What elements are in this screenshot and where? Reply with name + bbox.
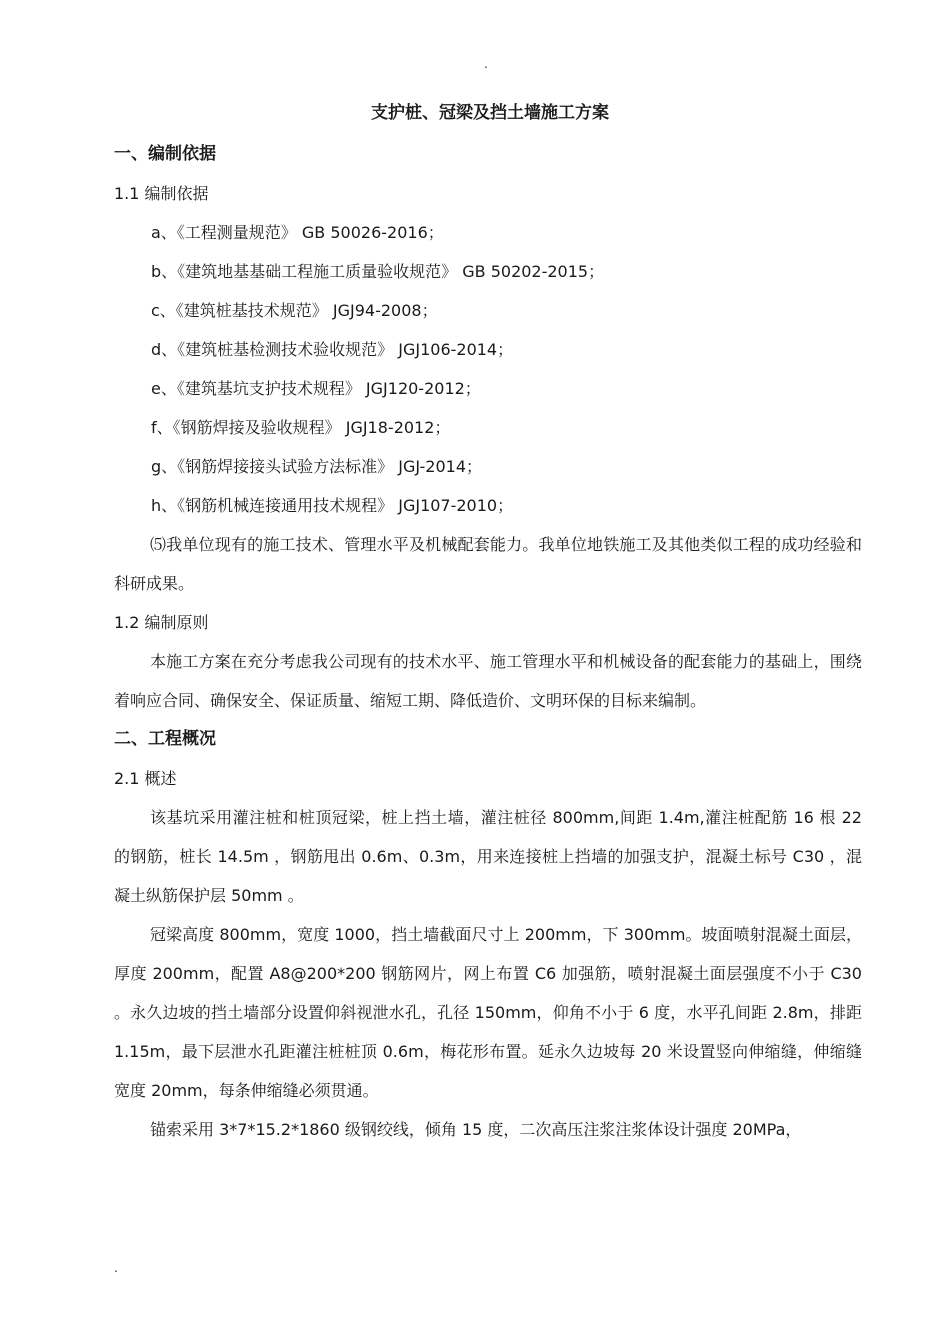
- reference-item: h、《钢筋机械连接通用技术规程》 JGJ107-2010；: [151, 496, 514, 515]
- reference-item: b、《建筑地基基础工程施工质量验收规范》 GB 50202-2015；: [151, 262, 605, 281]
- reference-item: g、《钢筋焊接接头试验方法标准》 JGJ-2014；: [151, 457, 483, 476]
- section-heading-overview: 二、工程概况: [114, 729, 216, 749]
- header-mark: .: [484, 57, 488, 71]
- footer-mark: .: [114, 1261, 118, 1275]
- overview-paragraph-beam-wall: 冠梁高度 800mm，宽度 1000，挡土墙截面尺寸上 200mm，下 300mm。坡面喷射混凝土面层，厚度 200mm，配置 A8@200*200 钢筋网片，网上布置 C6 加强筋，喷射混凝土面层强度不小于 C30 。永久边坡的挡土墙部分设置仰斜视泄水孔，孔径 150mm，仰角不小于 6 度，水平孔间距 2.8m，排距 1.15m，最下层泄水孔距灌注桩桩顶 0.6m，梅花形布置。延永久边坡每 20 米设置竖向伸缩缝，伸缩缝宽度 20mm，每条伸缩缝必须贯通。: [114, 925, 862, 1100]
- reference-list: [114, 213, 862, 525]
- section-heading-basis: 一、编制依据: [114, 144, 216, 164]
- reference-item: f、《钢筋焊接及验收规程》 JGJ18-2012；: [151, 418, 451, 437]
- principles-paragraph: 本施工方案在充分考虑我公司现有的技术水平、施工管理水平和机械设备的配套能力的基础上，围绕着响应合同、确保安全、保证质量、缩短工期、降低造价、文明环保的目标来编制。: [114, 652, 862, 710]
- capability-note: ⑸我单位现有的施工技术、管理水平及机械配套能力。我单位地铁施工及其他类似工程的成功经验和科研成果。: [114, 535, 862, 593]
- document-page: [114, 96, 862, 1149]
- subsection-heading-basis: 1.1 编制依据: [114, 184, 209, 203]
- reference-item: c、《建筑桩基技术规范》 JGJ94-2008；: [151, 301, 438, 320]
- reference-item: d、《建筑桩基检测技术验收规范》 JGJ106-2014；: [151, 340, 514, 359]
- overview-paragraph-anchors: 锚索采用 3*7*15.2*1860 级钢绞线，倾角 15 度，二次高压注浆注浆体设计强度 20MPa，: [150, 1120, 802, 1139]
- subsection-heading-principles: 1.2 编制原则: [114, 613, 209, 632]
- overview-paragraph-piles: 该基坑采用灌注桩和桩顶冠梁，桩上挡土墙，灌注桩径 800mm,间距 1.4m,灌注桩配筋 16 根 22 的钢筋，桩长 14.5m ，钢筋甩出 0.6m、0.3m，用来连接桩上挡墙的加强支护，混凝土标号 C30 ，混凝土纵筋保护层 50mm 。: [114, 808, 862, 905]
- subsection-heading-summary: 2.1 概述: [114, 769, 177, 788]
- reference-item: a、《工程测量规范》 GB 50026-2016；: [151, 223, 444, 242]
- document-title: 支护桩、冠梁及挡土墙施工方案: [371, 103, 609, 123]
- reference-item: e、《建筑基坑支护技术规程》 JGJ120-2012；: [151, 379, 481, 398]
